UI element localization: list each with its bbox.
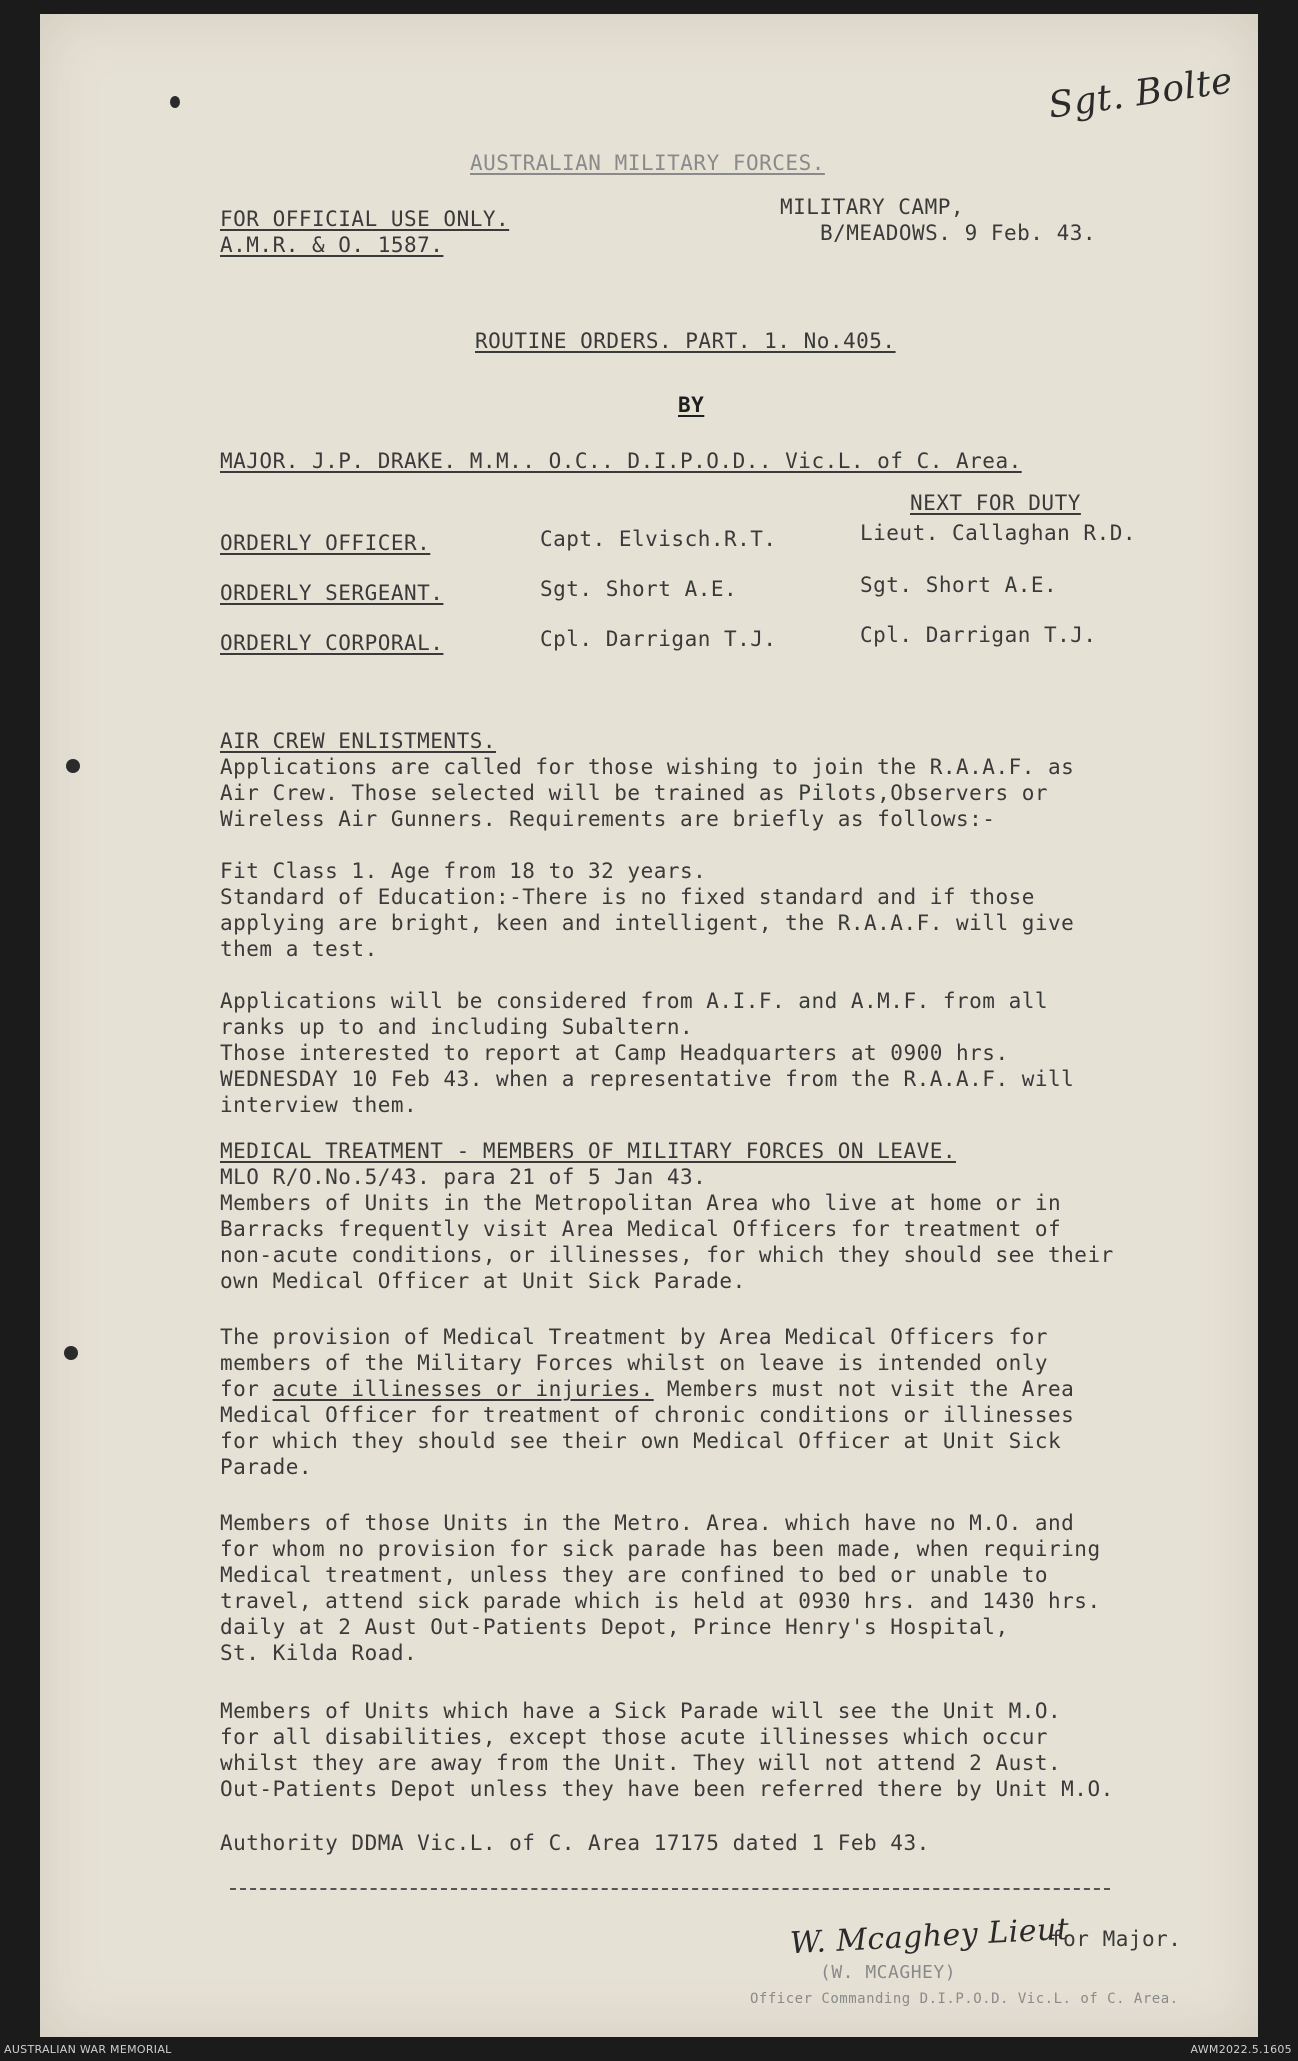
body-line: members of the Military Forces whilst on leave is intended only: [220, 1351, 1049, 1375]
body-line: St. Kilda Road.: [220, 1641, 418, 1665]
body-line: daily at 2 Aust Out-Patients Depot, Prince Henry's Hospital,: [220, 1615, 1009, 1639]
body-line: Members of Units which have a Sick Parade will see the Unit M.O.: [220, 1699, 1062, 1723]
duty-current: Capt. Elvisch.R.T.: [540, 527, 777, 551]
body-line: Medical Officer for treatment of chronic conditions or illinesses: [220, 1403, 1075, 1427]
duty-role: ORDERLY OFFICER.: [220, 531, 431, 555]
signature-title: Officer Commanding D.I.P.O.D. Vic.L. of C. Area.: [750, 1991, 1179, 2007]
body-line: Fit Class 1. Age from 18 to 32 years.: [220, 859, 707, 883]
archive-reference: AWM2022.5.1605: [1190, 2043, 1292, 2056]
body-line: Out-Patients Depot unless they have been referred there by Unit M.O.: [220, 1777, 1114, 1801]
punch-hole-middle: [66, 759, 80, 773]
body-line: Wireless Air Gunners. Requirements are briefly as follows:-: [220, 807, 996, 831]
body-line: whilst they are away from the Unit. They will not attend 2 Aust.: [220, 1751, 1062, 1775]
section-heading-medical: MEDICAL TREATMENT - MEMBERS OF MILITARY FORCES ON LEAVE.: [220, 1139, 957, 1163]
body-line: for which they should see their own Medical Officer at Unit Sick: [220, 1429, 1062, 1453]
document-title: ROUTINE ORDERS. PART. 1. No.405.: [475, 329, 896, 353]
duty-next: Sgt. Short A.E.: [860, 573, 1058, 597]
section-heading-air-crew: AIR CREW ENLISTMENTS.: [220, 729, 497, 753]
duty-role: ORDERLY CORPORAL.: [220, 631, 444, 655]
duty-current: Cpl. Darrigan T.J.: [540, 627, 777, 651]
duty-next: Cpl. Darrigan T.J.: [860, 623, 1097, 647]
body-line: Barracks frequently visit Area Medical Officers for treatment of: [220, 1217, 1062, 1241]
document-page: [40, 14, 1258, 2037]
body-text: Members must not visit the Area: [653, 1377, 1075, 1401]
body-line: them a test.: [220, 937, 378, 961]
duty-next: Lieut. Callaghan R.D.: [860, 521, 1137, 545]
body-line: [220, 1376, 1074, 1402]
body-line: Members of those Units in the Metro. Area. which have no M.O. and: [220, 1511, 1075, 1535]
underlined-phrase: acute illinesses or injuries.: [272, 1377, 654, 1401]
body-line: travel, attend sick parade which is held at 0930 hrs. and 1430 hrs.: [220, 1589, 1101, 1613]
authority-line: Authority DDMA Vic.L. of C. Area 17175 dated 1 Feb 43.: [220, 1831, 930, 1855]
forces-header: AUSTRALIAN MILITARY FORCES.: [470, 151, 825, 175]
punch-hole-lower: [64, 1346, 78, 1360]
body-line: Those interested to report at Camp Headquarters at 0900 hrs.: [220, 1041, 1009, 1065]
body-line: interview them.: [220, 1093, 418, 1117]
location-date: B/MEADOWS. 9 Feb. 43.: [820, 221, 1097, 245]
body-line: ranks up to and including Subaltern.: [220, 1015, 694, 1039]
body-line: for whom no provision for sick parade has been made, when requiring: [220, 1537, 1101, 1561]
by-line: BY: [678, 393, 705, 417]
body-line: applying are bright, keen and intelligent, the R.A.A.F. will give: [220, 911, 1075, 935]
amr-reference: A.M.R. & O. 1587.: [220, 233, 444, 257]
body-line: for all disabilities, except those acute illinesses which occur: [220, 1725, 1049, 1749]
signature-suffix: for Major.: [1050, 1927, 1182, 1951]
signature-handwritten: W. Mcaghey Lieut: [789, 1911, 1071, 1962]
body-line: Air Crew. Those selected will be trained as Pilots,Observers or: [220, 781, 1049, 805]
body-line: non-acute conditions, or illinesses, for which they should see their: [220, 1243, 1114, 1267]
handwritten-annotation: Sgt. Bolte: [1045, 60, 1236, 127]
divider: [230, 1888, 1110, 1890]
punch-hole-top: [170, 96, 180, 108]
body-line: The provision of Medical Treatment by Area Medical Officers for: [220, 1325, 1049, 1349]
issuer-line: MAJOR. J.P. DRAKE. M.M.. O.C.. D.I.P.O.D.. Vic.L. of C. Area.: [220, 449, 1022, 473]
official-use-line: FOR OFFICIAL USE ONLY.: [220, 207, 510, 231]
location-line: MILITARY CAMP,: [780, 195, 965, 219]
body-line: Parade.: [220, 1455, 313, 1479]
body-text: for: [220, 1377, 273, 1401]
next-for-duty-label: NEXT FOR DUTY: [910, 491, 1081, 515]
body-line: Applications will be considered from A.I.F. and A.M.F. from all: [220, 989, 1049, 1013]
body-line: Applications are called for those wishing to join the R.A.A.F. as: [220, 755, 1075, 779]
body-line: Members of Units in the Metropolitan Area who live at home or in: [220, 1191, 1062, 1215]
duty-role: ORDERLY SERGEANT.: [220, 581, 444, 605]
archive-credit: AUSTRALIAN WAR MEMORIAL: [4, 2043, 172, 2056]
body-line: MLO R/O.No.5/43. para 21 of 5 Jan 43.: [220, 1165, 707, 1189]
body-line: Standard of Education:-There is no fixed standard and if those: [220, 885, 1035, 909]
body-line: own Medical Officer at Unit Sick Parade.: [220, 1269, 746, 1293]
signature-name: (W. MCAGHEY): [820, 1962, 957, 1983]
body-line: Medical treatment, unless they are confined to bed or unable to: [220, 1563, 1049, 1587]
body-line: WEDNESDAY 10 Feb 43. when a representative from the R.A.A.F. will: [220, 1067, 1075, 1091]
duty-current: Sgt. Short A.E.: [540, 577, 738, 601]
